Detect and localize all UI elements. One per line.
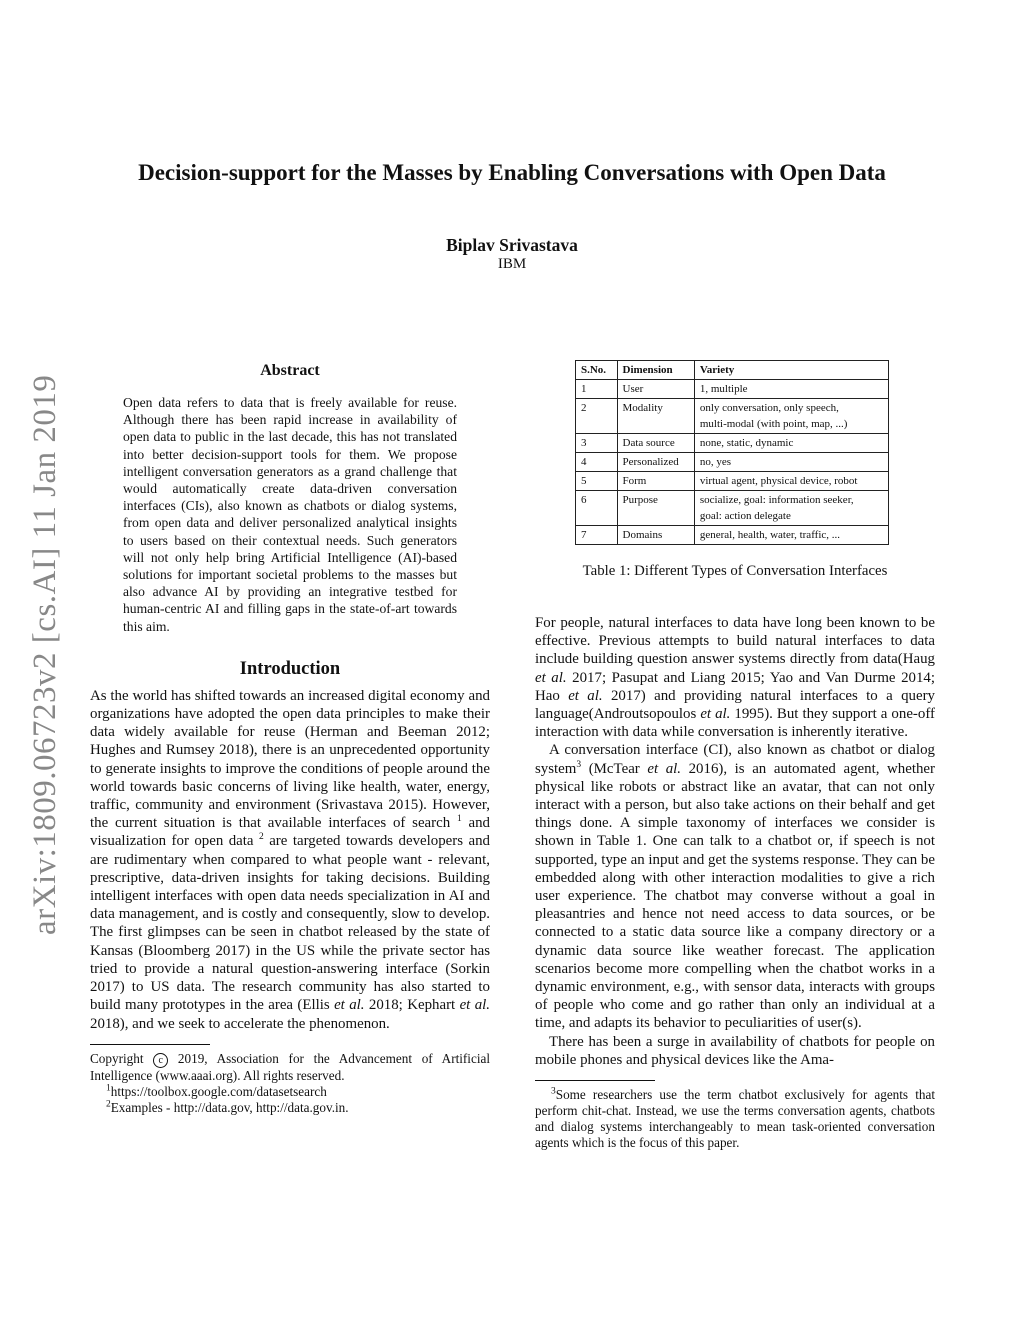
table-row: [576, 526, 889, 545]
author-affiliation: IBM: [497, 256, 527, 272]
table-cell: 5: [576, 472, 618, 491]
table-row: [576, 453, 889, 472]
table-cell: 1: [576, 380, 618, 399]
table-header-cell: S.No.: [576, 361, 618, 380]
table-cell: Form: [617, 472, 694, 491]
body-paragraph: A conversation interface (CI), also known as chatbot or dialog system$^3$ (McTear et al. 2016), is an automated agent, whether physical like robots or abstract like an avatar, that can not only interact with a person, but also take actions on their behalf and get things done. A simple taxonomy of interfaces we consider is shown in Table 1. One can talk to a chatbot or, if speech is not supported, type an input and get the systems response. They can be embedded along with other interaction modalities to give a rich user experience. The chatbot may converse without a goal in pleasantries and hence not need access to data sources, or be connected to a static data source like a company directory or a dynamic data source like weather forecast. The application scenarios become more compelling when the chatbot works in a dynamic environment, e.g., with sensor data, interacts with groups of people who come and go rather than only an individual at a time, and adapts its behavior to peculiarities of user(s).: [535, 742, 935, 1032]
table-cell: Data source: [617, 434, 694, 453]
table-cell: no, yes: [694, 453, 888, 472]
table-cell: only conversation, only speech, multi-modal (with point, map, ...): [694, 399, 888, 434]
table-cell: Purpose: [617, 491, 694, 526]
table-cell: virtual agent, physical device, robot: [694, 472, 888, 491]
left-column: [90, 362, 490, 1116]
table-cell: 3: [576, 434, 618, 453]
table-cell: 1, multiple: [694, 380, 888, 399]
right-column: [535, 360, 935, 1151]
abstract-heading: Abstract: [260, 362, 320, 379]
copyright-symbol: c: [153, 1053, 168, 1068]
table-row: [576, 399, 889, 434]
table-row: [576, 380, 889, 399]
paper-title: Decision-support for the Masses by Enabling Conversations with Open Data: [138, 160, 886, 185]
abstract-body: Open data refers to data that is freely available for reuse. Although there has been rapid increase in availability of open data to public in the last decade, this has not translated into better decision-support tools for them. We propose intelligent conversation generators as a grand challenge that would automatically create data-driven conversation interfaces (CIs), also known as chatbots or dialog systems, from open data and deliver personalized analytical insights to users based on their contextual needs. Such generators will not only help bring Artificial Intelligence (AI)-based solutions for important societal problems to the masses but also advance AI by providing an integrative testbed for human-centric AI and filling gaps in the state-of-art towards this aim.: [123, 395, 457, 634]
table-header-cell: Variety: [694, 361, 888, 380]
table-cell: 2: [576, 399, 618, 434]
introduction-paragraph: As the world has shifted towards an increased digital economy and organizations have adopted the open data principles to make their data widely available for reuse (Herman and Beeman 2012; Hughes and Rumsey 2018), there is an unprecedented opportunity to generate insights to improve the conditions of people around the world towards basic concerns of living like health, water, energy, traffic, community and environment (Srivastava 2015). However, the current situation is that available interfaces of search $^1$ and visualization for open data $^2$ are targeted towards developers and are rudimentary when compared to what people want - relevant, prescriptive, data-driven insights for taking decisions. Building intelligent interfaces with open data needs specialization in AI and data management, and is costly and consequently, slow to develop. The first glimpses can be seen in chatbot released by the state of Kansas (Bloomberg 2017) in the US while the private sector has tried to provide a natural question-answering interface (Sorkin 2017) to US data. The research community has also started to build many prototypes in the area (Ellis et al. 2018; Kephart et al. 2018), and we seek to accelerate the phenomenon.: [90, 687, 490, 1032]
footnote-ref-3: 3: [576, 759, 582, 770]
footnote-1: $^1$https://toolbox.google.com/datasetsearch: [106, 1083, 327, 1099]
table-header-cell: Dimension: [617, 361, 694, 380]
footnote-rule: [535, 1080, 655, 1081]
arxiv-identifier: arXiv:1809.06723v2 [cs.AI] 11 Jan 2019: [27, 374, 63, 936]
table-caption: Table 1: Different Types of Conversation Interfaces: [582, 563, 888, 579]
copyright-notice: Copyright c 2019, Association for the Advancement of Artificial Intelligence (www.aaai.org). All rights reserved.: [90, 1050, 490, 1083]
footnote-ref-2: 2: [259, 832, 264, 843]
table-cell: none, static, dynamic: [694, 434, 888, 453]
table-cell: 6: [576, 491, 618, 526]
table-cell: User: [617, 380, 694, 399]
table-cell: 4: [576, 453, 618, 472]
table-row: [576, 434, 889, 453]
table-row: [576, 472, 889, 491]
body-paragraph: There has been a surge in availability of chatbots for people on mobile phones and physical devices like the Ama-: [535, 1033, 935, 1068]
author-name: Biplav Srivastava: [446, 235, 578, 255]
table-row: [576, 491, 889, 526]
table-header-row: [576, 361, 889, 380]
table-cell: 7: [576, 526, 618, 545]
body-paragraph: For people, natural interfaces to data have long been known to be effective. Previous attempts to build natural interfaces to data include building question answer systems directly from data(Haug et al. 2017; Pasupat and Liang 2015; Yao and Van Durme 2014; Hao et al. 2017) and providing natural interfaces to a query language(Androutsopoulos et al. 1995). But they support a one-off interaction with data while conversation is inherently iterative.: [535, 615, 936, 741]
table-cell: general, health, water, traffic, ...: [694, 526, 888, 545]
table-cell: socialize, goal: information seeker, goal: action delegate: [694, 491, 888, 526]
footnote-rule: [90, 1044, 210, 1045]
table-cell: Personalized: [617, 453, 694, 472]
conversation-interface-table: [575, 360, 889, 545]
table-cell: Modality: [617, 399, 694, 434]
introduction-heading: Introduction: [239, 658, 341, 679]
footnote-ref-1: 1: [456, 814, 462, 825]
table-cell: Domains: [617, 526, 694, 545]
footnote-2: $^2$Examples - http://data.gov, http://data.gov.in.: [106, 1099, 349, 1115]
footnote-3: $^3$Some researchers use the term chatbot exclusively for agents that perform chit-chat. Instead, we use the terms conversation agents, chatbots and dialog systems interchangeably to mean task-oriented conversation agents which is the focus of this paper.: [535, 1086, 935, 1151]
